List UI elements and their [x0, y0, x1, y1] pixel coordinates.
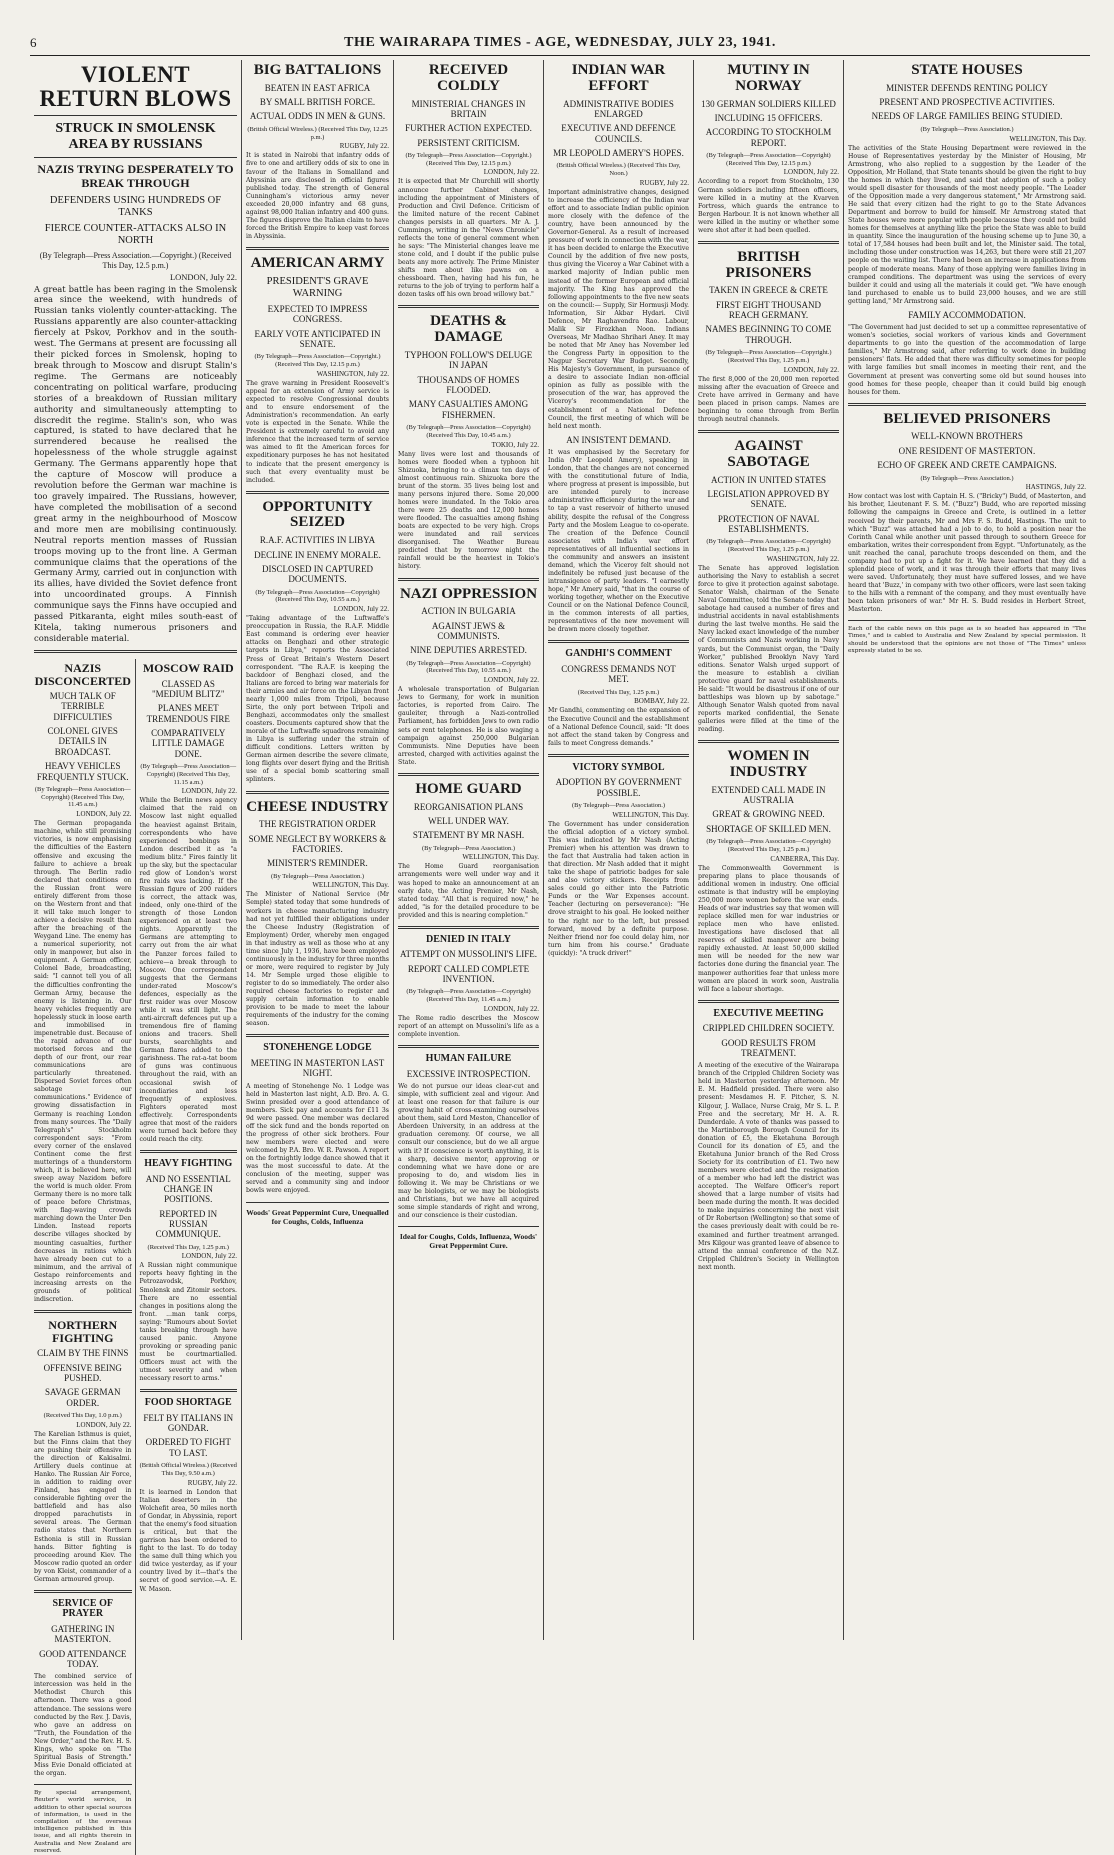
headline: OPPORTUNITY SEIZED — [262, 498, 373, 531]
subhead: ORDERED TO FIGHT TO LAST. — [145, 1437, 231, 1458]
subhead: REPORT CALLED COMPLETE INVENTION. — [407, 963, 530, 985]
credit: (By Telegraph—Press Association—Copyright) (Received This Day, 1.25 p.m.) — [706, 838, 831, 853]
headline: AGAINST SABOTAGE — [727, 438, 810, 470]
headline: NAZIS DISCONCERTED — [34, 660, 131, 688]
headline: NAZI OPPRESSION — [399, 585, 538, 602]
credit: (By Telegraph—Press Association.) — [920, 125, 1014, 133]
headline: WOMEN IN INDUSTRY — [727, 748, 810, 780]
headline: SERVICE OF PRAYER — [52, 1597, 113, 1620]
headline: BELIEVED PRISONERS — [883, 410, 1051, 427]
subhead: GATHERING IN MASTERTON. — [51, 1623, 115, 1645]
subhead: MANY CASUALTIES AMONG FISHERMEN. — [408, 399, 529, 420]
dateline: LONDON, July 22. — [483, 1004, 539, 1013]
subhead: R.A.F. ACTIVITIES IN LIBYA — [259, 535, 376, 546]
credit: (By Telegraph—Press Association—Copyright) (Received This Day, 1.25 p.m.) — [706, 538, 831, 554]
subhead: MINISTER'S REMINDER. — [267, 858, 368, 869]
column-4 — [394, 60, 544, 1640]
dateline: WELLINGTON, This Day. — [312, 881, 389, 890]
credit: (British Official Wireless.) (Received This Day, 12.25 p.m.) — [247, 125, 388, 141]
headline: FOOD SHORTAGE — [144, 1397, 232, 1409]
subhead: LEGISLATION APPROVED BY SENATE. — [707, 488, 830, 510]
article-body: It is stated in Nairobi that infantry odds of five to one and artillery odds of six to one in favour of the Italians in Somaliland and Abyssinia are disclosed in official figures published today. The strength of General Cunningham's victorious army never exceeded 20,000 infantry and 68 guns, against 98,000 Italian infantry and 400 guns. The figures disprove the Italian claim to have forced the British Empire to keep vast forces in Abyssinia. — [246, 152, 389, 240]
dateline: WELLINGTON, This Day. — [1009, 134, 1086, 143]
column-7 — [844, 60, 1090, 1640]
subhead: ECHO OF GREEK AND CRETE CAMPAIGNS. — [877, 460, 1057, 471]
subhead: ACTUAL ODDS IN MEN & GUNS. — [249, 111, 386, 122]
article-body: A meeting of Stonehenge No. 1 Lodge was held in Masterton last night, A.D. Bro. A. G. Swinn presided over a good attendance of members. Sick pay and accounts for £11 3s 9d were passed. One member was declared off the sick fund and the bonds reported on the progress of other sick brothers. Four new members were elected and were welcomed by P.A. Bro. W. R. Pawson. A report on the fortnightly lodge dance showed that it was the most successful to date. At the conclusion of the meeting, supper was served and a community sing and indoor bowls were enjoyed. — [246, 1082, 390, 1195]
subhead: FELT BY ITALIANS IN GONDAR. — [143, 1412, 234, 1434]
subhead: COLONEL GIVES DETAILS IN BROADCAST. — [47, 726, 118, 757]
article-heavy-fighting — [140, 1159, 238, 1383]
article-body: A meeting of the executive of the Wairarapa branch of the Crippled Children Society was held in Masterton yesterday afternoon. Mr E. M. Hadfield presided. There were also present: Mesdames H. F. Pitcher, S. N. Kilgour, J. Wallace, Nurse Craig, Mr S. L. P. Free and the secretary, Mr H. A. R. Dunderdale. A vote of thanks was passed to the Martinborough Borough Council for its donation of £5, the Eketahuna Borough Council for its donation of £5, and the Eketahuna Junior branch of the Red Cross Society for its contribution of £1. Two new members were elected and the resignation of a member who had left the district was accepted. The Welfare Officer's report showed that a large number of visits had been made during the month. It was decided to make inquiries concerning the next visit of Dr Robertson (Wellington) so that some of the cases previously dealt with could be re-examined and further treatment arranged. Mrs Kilgour was granted leave of absence to attend the annual conference of the N.Z. Crippled Children's Society in Wellington next month. — [698, 1062, 839, 1271]
credit: (By Telegraph—Press Association.—Copyright.) (Received This Day, 12.5 p.m.) — [39, 251, 232, 270]
article-mutiny-in-norway — [698, 63, 839, 235]
column-3 — [242, 60, 394, 1640]
page-number: 6 — [30, 34, 37, 50]
headline: RECEIVED COLDLY — [428, 62, 509, 94]
article-believed-prisoners — [848, 412, 1086, 615]
subhead: ATTEMPT ON MUSSOLINI'S LIFE. — [400, 949, 537, 960]
article-body: "Taking advantage of the Luftwaffe's preoccupation in Russia, the R.A.F. Middle East command is ordering ever heavier attacks on Benghazi and other strategic targets in Libya," reports the Associated Press of Great Britain's Western Desert correspondent. "The R.A.F. is keeping the backdoor of Benghazi closed, and the Italians are forced to bring war materials for their armies and air force on the Libyan front nearly 1,000 miles from Tripoli, because Sirte, the only port between Tripoli and Benghazi, accommodates only the smallest coasters. Documents captured show that the morale of the Luftwaffe squadrons remaining in Libya is suffering under the strain of difficult conditions. Letters written by German airmen describe the severe climate, long flights over desert flying and the British use of a special bomb scattering small splinters. — [246, 615, 390, 784]
subhead: OFFENSIVE BEING PUSHED. — [43, 1362, 122, 1383]
headline: NORTHERN FIGHTING — [48, 1318, 118, 1345]
article-body: The Karelian Isthmus is quiet, but the Finns claim that they are pushing their offensive in the direction of Kakisalmi. Artillery duels continue at Hanko. The Russian Air Force, in addition to raiding over Finland, has engaged in considerable fighting over the battlefield and has also dropped parachutists in several areas. The German radio states that Northern Esthonia is still in Russian hands. Bitter fighting is proceeding around Kiev. The Moscow radio quoted an order by von Kleist, commander of a German armoured group. — [34, 1430, 132, 1583]
article-service-of-prayer — [34, 1599, 132, 1778]
subhead: SOME NEGLECT BY WORKERS & FACTORIES. — [248, 833, 387, 854]
credit: (By Telegraph—Press Association—Copyright) (Received This Day, 11.45 a.m.) — [406, 988, 531, 1004]
credit: (By Telegraph—Press Association—Copyright.) (Received This Day, 12.15 p.m.) — [254, 353, 381, 369]
headline: EXECUTIVE MEETING — [713, 1007, 824, 1019]
advertisement: Ideal for Coughs, Colds, Influenza, Woods' Great Peppermint Cure. — [399, 1232, 538, 1251]
article-body: The Rome radio describes the Moscow report of an attempt on Mussolini's life as a complete invention. — [398, 1014, 539, 1039]
subhead: WELL UNDER WAY. — [428, 815, 509, 826]
subhead: EXCESSIVE INTROSPECTION. — [406, 1068, 531, 1079]
subcol-right — [136, 659, 238, 1855]
article-body: How contact was lost with Captain H. S. ("Bricky") Budd, of Masterton, and his brother, Lieutenant F. S. M. ("Buzz") Budd, who are reported missing following the campaigns in Greece and Crete, is outlined in a letter received by their parents, Mr and Mrs F. S. Budd, Hastings. The unit to which "Buzz" was attached had a job to do, to hold a position near the Corinth Canal while another unit passed through to southern Greece for embarkation, writes their correspondent from Egypt. "Unfortunately, as the unit reached the canal, parachute troops descended on them, and the company had to put up a fight for it. We have learned that they did a splendid piece of work, and it was through their efforts that many lives were saved. Unfortunately, they must have suffered losses, and we have heard that 'Buzz,' in company with two other officers, were last seen taking to the hills with a remnant of the company, and they must eventually have been taken prisoners of war." Mr H. S. Budd resides in Herbert Street, Masterton. — [848, 493, 1086, 614]
article-deaths-damage — [398, 314, 539, 571]
article-british-prisoners — [698, 250, 839, 424]
subhead: EXPECTED TO IMPRESS CONGRESS. — [267, 303, 368, 325]
subhead: EARLY VOTE ANTICIPATED IN SENATE. — [254, 328, 381, 349]
reuters-notice: By special arrangement, Reuter's world service, in addition to other special sources of information, is used in the compilation of the overseas intelligence published in this issue, and all rights therein in Australia and New Zealand are reserved. — [34, 1790, 132, 1854]
times-notice: Each of the cable news on this page as is so headed has appeared in "The Times," and is cabled to Australia and New Zealand by special permission. It should be understood that the opinions are not those of "The Times" unless expressly stated to be so. — [848, 626, 1086, 654]
dateline: LONDON, July 22. — [333, 605, 389, 614]
article-human-failure — [398, 1054, 539, 1220]
headline: HUMAN FAILURE — [425, 1053, 512, 1065]
subhead: ACTION IN UNITED STATES — [710, 474, 827, 485]
article-women-in-industry — [698, 749, 839, 993]
subhead: BY SMALL BRITISH FORCE. — [259, 97, 376, 108]
credit: (By Telegraph—Press Association—Copyright) (Received This Day, 10.55 a.m.) — [255, 588, 380, 604]
headline: BRITISH PRISONERS — [725, 248, 812, 281]
article-big-battalions — [246, 63, 389, 241]
masthead-title: THE WAIRARAPA TIMES - AGE, WEDNESDAY, JULY 23, 1941. — [344, 34, 776, 50]
article-body: Mr Gandhi, commenting on the expansion of the Executive Council and the establishment of a National Defence Council, said: "It does not affect the stand taken by Congress and fails to meet Congress demands." — [548, 707, 689, 747]
subhead: NEEDS OF LARGE FAMILIES BEING STUDIED. — [871, 111, 1063, 122]
article-state-houses — [848, 63, 1086, 397]
subhead: NAZIS TRYING DESPERATELY TO BREAK THROUGH — [37, 162, 234, 191]
headline: VICTORY SYMBOL — [572, 761, 665, 773]
column-1 — [30, 60, 242, 1854]
subhead: CONGRESS DEMANDS NOT MET. — [561, 663, 676, 685]
subhead: ACTION IN BULGARIA — [421, 606, 516, 617]
subhead: ADMINISTRATIVE BODIES ENLARGED — [563, 98, 674, 119]
article-executive-meeting — [698, 1009, 839, 1272]
subhead: PRESENT AND PROSPECTIVE ACTIVITIES. — [879, 97, 1055, 108]
article-american-army — [246, 256, 389, 485]
subhead: REORGANISATION PLANS — [413, 801, 524, 812]
subhead: PERSISTENT CRITICISM. — [417, 137, 520, 148]
article-body: The Commonwealth Government is preparing plans to place thousands of additional women in industry. One official estimate is that industry will be employing 250,000 more women before the war ends. Heads of war industries say that women will replace skilled men for war industries or replace men who have enlisted. Investigations have disclosed that all reserves of skilled manpower are being rapidly exhausted. At least 50,000 skilled men will be needed for the new war factories done during the financial year. The manpower authorities fear that unless more women are placed in work soon, Australia will face a labour shortage. — [698, 864, 839, 993]
dateline: LONDON, July 22. — [181, 787, 237, 796]
article-body: The grave warning in President Roosevelt's appeal for an extension of Army service is expected to resolve Congressional doubts and to ensure endorsement of the Administration's recommendation. An early vote is expected in the Senate. While the President is extremely careful to avoid any inference that the increased term of service was aimed to fit the American forces for expeditionary purposes he has not hesitated to indicate that the present emergency is such that every eventuality must be included. — [246, 379, 389, 484]
dateline: LONDON, July 22. — [483, 168, 539, 177]
headline: HEAVY FIGHTING — [144, 1158, 233, 1169]
credit: (British Official Wireless.) (Received This Day, 9.50 a.m.) — [139, 1462, 237, 1477]
masthead — [30, 30, 1090, 56]
subhead: CLASSED AS "MEDIUM BLITZ" — [151, 678, 225, 699]
article-body: The Government has under consideration the official adoption of a victory symbol. This was indicated by Mr Nash (Acting Premier) when his attention was drawn to the fact that Australia had taken action in that direction. Mr Nash added that it might take the shape of patriotic badges for sale and also victory stickers. Receipts from sales could go either into the Patriotic Funds or the War Expenses account. Teacher (lecturing on perseverance): "He drove straight to his goal. He looked neither to the right nor to the left, but pressed forward, moved by a definite purpose. Neither friend nor foe could delay him, nor turn him from his course." Graduate (quickly): "A truck driver!" — [548, 820, 689, 957]
credit: (By Telegraph—Press Association—Copyright.) (Received This Day, 1.25 p.m.) — [705, 349, 832, 364]
newspaper-page — [30, 60, 1090, 1854]
article-body: According to a report from Stockholm, 130 German soldiers including fifteen officers, were killed in a mutiny at the Kvarven Fortress, which guards the entrance to Bergen Harbour. It is not known whether all were killed in the mutiny or whether some were shot after it had been quelled. — [698, 178, 839, 234]
dateline: LONDON, July 22. — [783, 365, 839, 374]
column-6 — [694, 60, 844, 1640]
subhead: CRIPPLED CHILDREN SOCIETY. — [702, 1023, 835, 1034]
dateline: RUGBY, July 22. — [339, 142, 389, 151]
credit: (British Official Wireless.) (Received This Day, Noon.) — [556, 162, 681, 178]
article-home-guard — [398, 782, 539, 920]
subhead: THOUSANDS OF HOMES FLOODED. — [417, 374, 520, 395]
article-violent-return — [34, 63, 237, 644]
credit: (Received This Day, 1.25 p.m.) — [577, 688, 660, 696]
credit: (By Telegraph—Press Association—Copyright) (Received This Day, 11.15 a.m.) — [140, 762, 237, 786]
article-received-coldly — [398, 63, 539, 299]
subhead: WELL-KNOWN BROTHERS — [911, 431, 1023, 442]
headline: DEATHS & DAMAGE — [430, 313, 507, 346]
subhead: DEFENDERS USING HUNDREDS OF TANKS — [49, 195, 222, 219]
dateline: BOMBAY, July 22. — [634, 697, 689, 706]
credit: (By Telegraph—Press Association—Copyright) (Received This Day, 10.45 a.m.) — [406, 423, 531, 439]
subhead: AGAINST JEWS & COMMUNISTS. — [431, 620, 506, 641]
dateline: LONDON, July 22. — [783, 168, 839, 177]
article-body: The Minister of National Service (Mr Semple) stated today that some hundreds of workers in cheese manufacturing industry had not yet fulfilled their obligations under the Cheese Industry (Registration of Employment) Order, whereby men engaged in that industry as well as those who at any time since July 1, 1936, have been employed continuously in the industry for three months or more, were required to register by July 14. Mr Semple urged those eligible to register to do so immediately. The order also required cheese factories to register and supply certain information to enable provision to be made to meet the labour requirements of the industry for the coming season. — [246, 891, 389, 1028]
article-body: The German propaganda machine, while still promising victories, is now emphasising the difficulties of the Eastern offensive and excusing the failure to achieve a break through. The Berlin radio declared that conditions on the Russian front were entirely different from those on the Western front and that it will take much longer to achieve a decisive result than after the breaching of the Weygand Line. The enemy has a numerical superiority, not only in manpower, but also in equipment. A German officer, Colonel Bade, broadcasting, said: "I cannot tell you of all the difficulties confronting the German Army, because the enemy is listening in. Our heavy vehicles frequently are hopelessly stuck in loose earth and immobilised in impenetrable dust. Because of the rapid advance of our motorised forces and the depth of our front, our rear communications are particularly threatened. Dispersed Soviet forces often sabotage our communications." Evidence of growing dissatisfaction in Germany is reaching London from many sources. The "Daily Telegraph's" Stockholm correspondent says: "From every corner of the enslaved Continent come the first mutterings of a thunderstorm which, it is believed here, will sweep away Nazidom before the world is much older. From Germany there is no more talk of peace before Christmas, with flag-waving crowds marching down the Unter Den Linden. Instead reports describe villages shocked by mounting casualties, further decreases in rations which have already been cut to a minimum, and the arrival of Gestapo reinforcements and increasing arrests on the grounds of political indiscretion. — [34, 820, 132, 1303]
dateline: LONDON, July 22. — [76, 810, 132, 819]
subhead: NINE DEPUTIES ARRESTED. — [410, 645, 527, 656]
subhead: TYPHOON FOLLOW'S DELUGE IN JAPAN — [404, 349, 533, 371]
subhead: EXECUTIVE AND DEFENCE COUNCILS. — [561, 123, 676, 144]
split-block — [34, 659, 237, 1855]
headline: BIG BATTALIONS — [253, 62, 382, 78]
headline: HOME GUARD — [415, 780, 522, 797]
dateline: LONDON, July 22. — [483, 676, 539, 685]
article-stonehenge-lodge — [246, 1043, 389, 1195]
headline: DENIED IN ITALY — [425, 933, 512, 945]
dateline: WELLINGTON, This Day. — [612, 810, 689, 819]
article-body: A great battle has been raging in the Smolensk area since the weekend, with hundreds of Russian tanks violently counter-attacking. The Russians apparently are also counter-attacking fiercely at Pskov, Porkhov and in the south-west. The Germans at present are focussing all their picked forces in Smolensk, hoping to break through to Moscow and disrupt Stalin's regime. The Germans are noticeably concentrating on political warfare, producing stories of a breakdown of Russian military authority and simultaneously attempting to discredit the regime. Stalin's son, who was captured, is stated to have declared that he surrendered because he realised the hopelessness of the whole struggle against Germany. The Germans apparently hope that the capture of Moscow will produce a revolution before the German war machine is too gravely impaired. The Russians, however, have completed the mobilisation of a second great army in the neighbourhood of Moscow and more men are mobilising continuously. Neutral reports mention masses of Russian troops moving up to the front line. A German communique claims that the operations of the Germany Army, carried out in conjunction with its allies, have divided the Soviet defence front into uncoordinated groups. A Finnish communique says the Finns have occupied and passed Pitkaranta, eight miles south-east of Kitela, taking numerous prisoners and considerable material. — [34, 283, 237, 643]
headline: CHEESE INDUSTRY — [246, 798, 389, 815]
subhead: EXTENDED CALL MADE IN AUSTRALIA — [711, 784, 826, 806]
column-5 — [544, 60, 694, 1640]
article-body: "The Government had just decided to set up a committee representative of women's societies, social workers of various kinds and Government departments to go into the question of the accommodation of large families," Mr Armstrong said, after referring to work done in building pensioners' flats. He added that there was difficulty sometimes for people with large families but small incomes in meeting their rent, and the Government at present was converting some old but sound houses into good homes for these people, cheaper than it could build big enough houses for them. — [848, 324, 1086, 396]
subhead: PRESIDENT'S GRAVE WARNING — [266, 275, 369, 299]
subhead: FURTHER ACTION EXPECTED. — [405, 123, 532, 134]
article-body: The Senate has approved legislation authorising the Navy to establish a secret force to give it protection against sabotage. Senator Walsh, chairman of the Senate Naval Committee, told the Senate today that sabotage had caused a number of fires and industrial accidents in naval establishments during the last twelve months. He said the Navy lacked exact knowledge of the number of Communists and Nazis working in Navy yards, but the Communist organ, the "Daily Worker," published Brooklyn Navy Yard editions. Senator Walsh urged support of the measure to establish a civilian protective guard for naval establishments. He said: "It would be disastrous if one of our battleships was blown up by sabotage." Although Senator Walsh quoted from naval reports marked confidential, the Senate galleries were filled at the time of the reading. — [698, 564, 839, 734]
subhead: STATEMENT BY MR NASH. — [412, 830, 525, 841]
credit: (By Telegraph—Press Association—Copyright) (Received This Day, 10.55 a.m.) — [406, 659, 531, 675]
credit: (By Telegraph—Press Association—Copyright) (Received This Day, 11.45 a.m.) — [34, 785, 131, 809]
subhead: PROTECTION OF NAVAL ESTABLISHMENTS. — [717, 513, 820, 534]
subhead: FAMILY ACCOMMODATION. — [908, 309, 1026, 320]
article-body: Important administrative changes, designed to increase the efficiency of the Indian war effort and to associate Indian public opinion more closely with the defence of the country, have been announced by the Governor-General. As a result of increased pressure of work in connection with the war, it has been decided to enlarge the Executive Council by the addition of five new posts, thus giving the Viceroy a War Cabinet with a marked majority of Indian public men instead of the former European and official majority. The King has approved the following appointments to the five new seats on the council:— Supply, Sir Hormusji Mody. Information, Sir Akbar Hydari. Civil Defence, Mr Raghavendra Rao. Labour, Malik Sir Firozkhan Noon. Indians Overseas, Mr Madhao Shrihari Aney. It may be noted that Mr Aney has November led the Congress Party in opposition to the Nagpur Secretary War Budget. Secondly, His Majesty's Government, in pursuance of a desire to associate Indian non-official opinion as fully as possible with the prosecution of the war, has approved the Viceroy's recommendation for the establishment of a National Defence Council, the first meeting of which will be held next month. — [548, 188, 689, 430]
article-body: While the Berlin news agency claimed that the raid on Moscow last night equalled the heaviest against Britain, correspondents who have experienced bombings in London described it as "a medium blitz." Fires faintly lit up the sky, but the spectacular red glow of London's worst fire raids was lacking. If the Russian figure of 200 raiders is correct, the attack was, indeed, only one-third of the strength of those London experienced on at least two nights. Apparently the Germans are attempting to carry out from the air what the Panzer forces failed to achieve—a break through to Moscow. One correspondent suggests that the Germans under-rated Moscow's defences, especially as the first raider was over Moscow while it was still light. The anti-aircraft defences put up a tremendous fire of flaming onions and tracers. Shell bursts, searchlights and German flares added to the garishness. The rat-a-tat boom of guns was continuous throughout the raid, with an occasional swish of incendiaries and less frequently of explosives. Fighters operated most effectively. Correspondents agree that most of the raiders were turned back before they could reach the city. — [139, 797, 237, 1143]
dateline: TOKIO, July 22. — [491, 440, 539, 449]
dateline: RUGBY, July 22. — [187, 1478, 237, 1487]
article-victory-symbol — [548, 763, 689, 958]
article-body: A Russian night communique reports heavy fighting in the Petrozavodsk, Porkhov, Smolensk and Zitomir sectors. There are no essential changes in positions along the front. ...man tank corps, saying: "Rumours about Soviet tanks breaking through have caused panic. Anyone provoking or spreading panic must be courtmartialled. Officers must act with the utmost severity and when necessary resort to arms." — [139, 1262, 237, 1383]
subhead: HEAVY VEHICLES FREQUENTLY STUCK. — [36, 761, 129, 782]
subhead: CLAIM BY THE FINNS — [37, 1348, 129, 1359]
subhead: ADOPTION BY GOVERNMENT POSSIBLE. — [555, 777, 682, 798]
subhead: BEATEN IN EAST AFRICA — [264, 82, 371, 93]
dateline: WASHINGTON, July 22. — [766, 554, 839, 563]
dateline: RUGBY, July 22. — [639, 178, 689, 187]
credit: (By Telegraph—Press Association.) — [920, 474, 1014, 482]
credit: (By Telegraph—Press Association.) — [270, 872, 365, 880]
dateline: LONDON, July 22. — [76, 1420, 132, 1429]
dateline: WASHINGTON, July 22. — [316, 369, 389, 378]
headline: STATE HOUSES — [911, 62, 1023, 78]
article-body: We do not pursue our ideas clear-cut and simple, with sufficient zeal and vigour. And at least one reason for that failure is our growing habit of cross-examining ourselves about them, said Lord Meston, Chancellor of Aberdeen University, in an address at the graduation ceremony. Of course, we all consult our conscience, but do we all argue with it? If conscience is worth anything, it is a sharp, decisive mentor, approving or condemning what we have done or are proposing to do, and wisdom lies in following it. We may be Christians or we may be biologists, or we may be biologists and Christians, but we have all acquired some simple standards of right and wrong, and our conscience is their custodian. — [398, 1083, 539, 1220]
subhead: MINISTERIAL CHANGES IN BRITAIN — [411, 98, 526, 119]
subhead: FIRST EIGHT THOUSAND REACH GERMANY. — [715, 299, 821, 321]
article-body: The first 8,000 of the 20,000 men reported missing after the evacuation of Greece and Crete have arrived in Germany and have been placed in prison camps. Names are beginning to come through from Berlin through neutral channels. — [698, 375, 839, 424]
dateline: WELLINGTON, This Day. — [462, 853, 539, 862]
subhead: AND NO ESSENTIAL CHANGE IN POSITIONS. — [145, 1173, 231, 1205]
subhead: 130 GERMAN SOLDIERS KILLED — [701, 98, 836, 109]
credit: (By Telegraph—Press Association.) — [421, 844, 516, 852]
subhead: MINISTER DEFENDS RENTING POLICY — [886, 82, 1048, 93]
article-body: The activities of the State Housing Department were reviewed in the House of Representatives yesterday by the Minister of Housing, Mr Armstrong, who also replied to a suggestion by the Leader of the Opposition, Mr Holland, that State tenants should be given the right to buy the homes in which they lived, and said that adoption of such a policy would spell disaster for thousands of the most needy people. "The Leader of the Opposition made a very dangerous statement," Mr Armstrong said. He said that every citizen had the right to go to the State Advances Department and borrow to build for himself. Mr Armstrong stated that State houses were more popular with people because they could not build homes for themselves at anything like the price the State was able to build in quantity. Since the inauguration of the housing scheme up to June 30, a total of 17,584 houses had been built and let, the Minister said. The total, including those under construction was 14,263, but there were still 21,207 people on the waiting list. There had been an increase in applications from people of moderate means. Many of those applying were families living in cramped conditions. The department was using the services of every builder it could and using all the materials it could get. "We have enough land purchased to enable us to build 23,000 houses, and we are still getting land," Mr Armstrong said. — [848, 144, 1086, 305]
article-body: Many lives were lost and thousands of homes were flooded when a typhoon hit Shizuoka, bringing to a climax ten days of almost continuous rain. Shizuoka bore the brunt of the storm. 35 lives being lost and many persons injured there. Some 20,000 homes were inundated. In the Tokio area there were 25 deaths and 12,000 homes were flooded. The casualties among fishing boats are expected to be very high. Crops were inundated and rail services disorganised. The Weather Bureau predicted that by tomorrow night the rainfall would be the heaviest in Tokio's history. — [398, 450, 539, 571]
article-food-shortage — [140, 1398, 238, 1593]
subhead: GOOD ATTENDANCE TODAY. — [39, 1648, 127, 1669]
credit: (By Telegraph—Press Association—Copyright) (Received This Day, 12.15 p.m.) — [706, 151, 831, 167]
article-gandhis-comment — [548, 649, 689, 747]
article-opportunity-seized — [246, 500, 389, 785]
dateline: CANBERRA, This Day. — [770, 854, 839, 863]
article-body: It was emphasised by the Secretary for India (Mr Leopold Amery), speaking in London, that the changes are not concerned with the constitutional future of India, where progress at present is impossible, but are intended purely to increase administrative efficiency during the war and to tap a vast reservoir of hitherto unused ability, despite the refusal of the Congress Party and the Moslem League to co-operate. The creation of the Defence Council associates with India's war effort representatives of all influential sections in the community and answers an insistent demand, which the Viceroy felt should not indefinitely be refused just because of the intransigence of party leaders. "I earnestly hope," Mr Amery said, "that in the course of working together, whether on the Executive Council or on the National Defence Council, in the common interests of all parties, representatives of the new movement will be drawn more closely together. — [548, 449, 689, 634]
subhead: NAMES BEGINNING TO COME THROUGH. — [705, 324, 832, 345]
subhead: PLANES MEET TREMENDOUS FIRE — [146, 703, 230, 724]
headline: STONEHENGE LODGE — [263, 1042, 372, 1054]
subhead: INCLUDING 15 OFFICERS. — [714, 112, 823, 123]
subhead: DISCLOSED IN CAPTURED DOCUMENTS. — [261, 563, 373, 585]
subhead: MR LEOPOLD AMERY'S HOPES. — [553, 147, 684, 158]
credit: (By Telegraph—Press Association—Copyright.) (Received This Day, 12.15 p.m.) — [405, 151, 532, 167]
subhead: TAKEN IN GREECE & CRETE — [709, 285, 828, 296]
subhead: AN INSISTENT DEMAND. — [566, 434, 671, 445]
subhead: COMPARATIVELY LITTLE DAMAGE DONE. — [151, 727, 226, 759]
headline: MOSCOW RAID — [142, 660, 234, 675]
subhead: DECLINE IN ENEMY MORALE. — [254, 549, 381, 560]
article-body: The Home Guard reorganisation arrangements were well under way and it was hoped to make an announcement at an early date, the Acting Premier, Mr Nash, stated today. "All that is required now," he added, "is for the detailed procedure to be provided and this is nearing completion." — [398, 863, 539, 919]
article-body: It is expected that Mr Churchill will shortly announce further Cabinet changes, including the appointment of Ministers of Production and Civil Defence. Criticism of the limited nature of the recent Cabinet changes persists in all quarters. Mr A. J. Cummings, writing in the "News Chronicle" reflects the tone of general comment when he says: "The Ministerial changes leave me stone cold, and I doubt if the public pulse beats any more actively. The Prime Minister shifts men about like pawns on a chessboard. Then, having had his fun, he returns to the job of trying to perform half a dozen tasks off his own broad willowy bat." — [398, 178, 539, 299]
article-body: A wholesale transportation of Bulgarian Jews to Germany, for work in munition factories, is reported from Cairo. The gauleiter, through a Nazi-controlled Parliament, has forbidden Jews to own radio sets or rent telephones. He is also waging a campaign against 250,000 Bulgarian Communists. Nine Deputies have been arrested, charged with activities against the State. — [398, 686, 539, 766]
subhead: REPORTED IN RUSSIAN COMMUNIQUE. — [155, 1208, 221, 1240]
headline: GANDHI'S COMMENT — [565, 648, 672, 660]
subhead: SAVAGE GERMAN ORDER. — [45, 1387, 121, 1408]
dateline: HASTINGS, July 22. — [1025, 483, 1086, 492]
advertisement: Woods' Great Peppermint Cure, Unequalled for Coughs, Colds, Influenza — [246, 1207, 389, 1226]
subcol-left — [34, 659, 136, 1855]
dateline: LONDON, July 22. — [169, 271, 237, 282]
dateline: LONDON, July 22. — [181, 1252, 237, 1261]
credit: (By Telegraph—Press Association.) — [571, 801, 666, 809]
headline: MUTINY IN NORWAY — [727, 62, 810, 94]
article-indian-war-effort — [548, 63, 689, 634]
credit: (Received This Day, 1.25 p.m.) — [147, 1243, 229, 1251]
subhead: FIERCE COUNTER-ATTACKS ALSO IN NORTH — [44, 223, 227, 247]
article-nazi-oppression — [398, 587, 539, 767]
headline: INDIAN WAR EFFORT — [571, 62, 666, 94]
article-denied-in-italy — [398, 935, 539, 1039]
article-body: It is learned in London that Italian deserters in the Wolchefit area, 50 miles north of Gondar, in Abyssinia, report that the enemy's food situation is critical, but that the garrison has been ordered to fight to the last. To do today the same dull thing which you did twice yesterday, as if your country lived by it—that's the secret of good service.—A. E. W. Mason. — [139, 1488, 237, 1593]
headline: VIOLENT RETURN BLOWS — [39, 62, 232, 112]
subhead: ONE RESIDENT OF MASTERTON. — [898, 445, 1036, 456]
subhead: GREAT & GROWING NEED. — [712, 809, 825, 820]
subhead: ACCORDING TO STOCKHOLM REPORT. — [705, 127, 832, 148]
subhead: STRUCK IN SMOLENSK AREA BY RUSSIANS — [55, 121, 216, 153]
article-nazis-disconcerted — [34, 662, 132, 1304]
subhead: GOOD RESULTS FROM TREATMENT. — [721, 1037, 816, 1058]
article-against-sabotage — [698, 439, 839, 734]
article-cheese-industry — [246, 800, 389, 1029]
article-northern-fighting — [34, 1319, 132, 1584]
article-body: The combined service of intercession was held in the Methodist Church this afternoon. There was a good attendance. The sessions were conducted by the Rev. J. Davis, who gave an address on "Truth, the Foundation of the New Order," and the Rev. H. S. Kings, who spoke on "The Spiritual Basis of Strength." Miss Evie Donald officiated at the organ. — [34, 1673, 132, 1778]
headline: AMERICAN ARMY — [250, 255, 385, 272]
article-moscow-raid — [140, 662, 238, 1144]
subhead: SHORTAGE OF SKILLED MEN. — [706, 823, 831, 834]
subhead: MUCH TALK OF TERRIBLE DIFFICULTIES — [49, 691, 116, 722]
credit: (Received This Day, 1.0 p.m.) — [43, 1411, 122, 1419]
subhead: THE REGISTRATION ORDER — [259, 819, 376, 830]
subhead: MEETING IN MASTERTON LAST NIGHT. — [250, 1057, 385, 1079]
